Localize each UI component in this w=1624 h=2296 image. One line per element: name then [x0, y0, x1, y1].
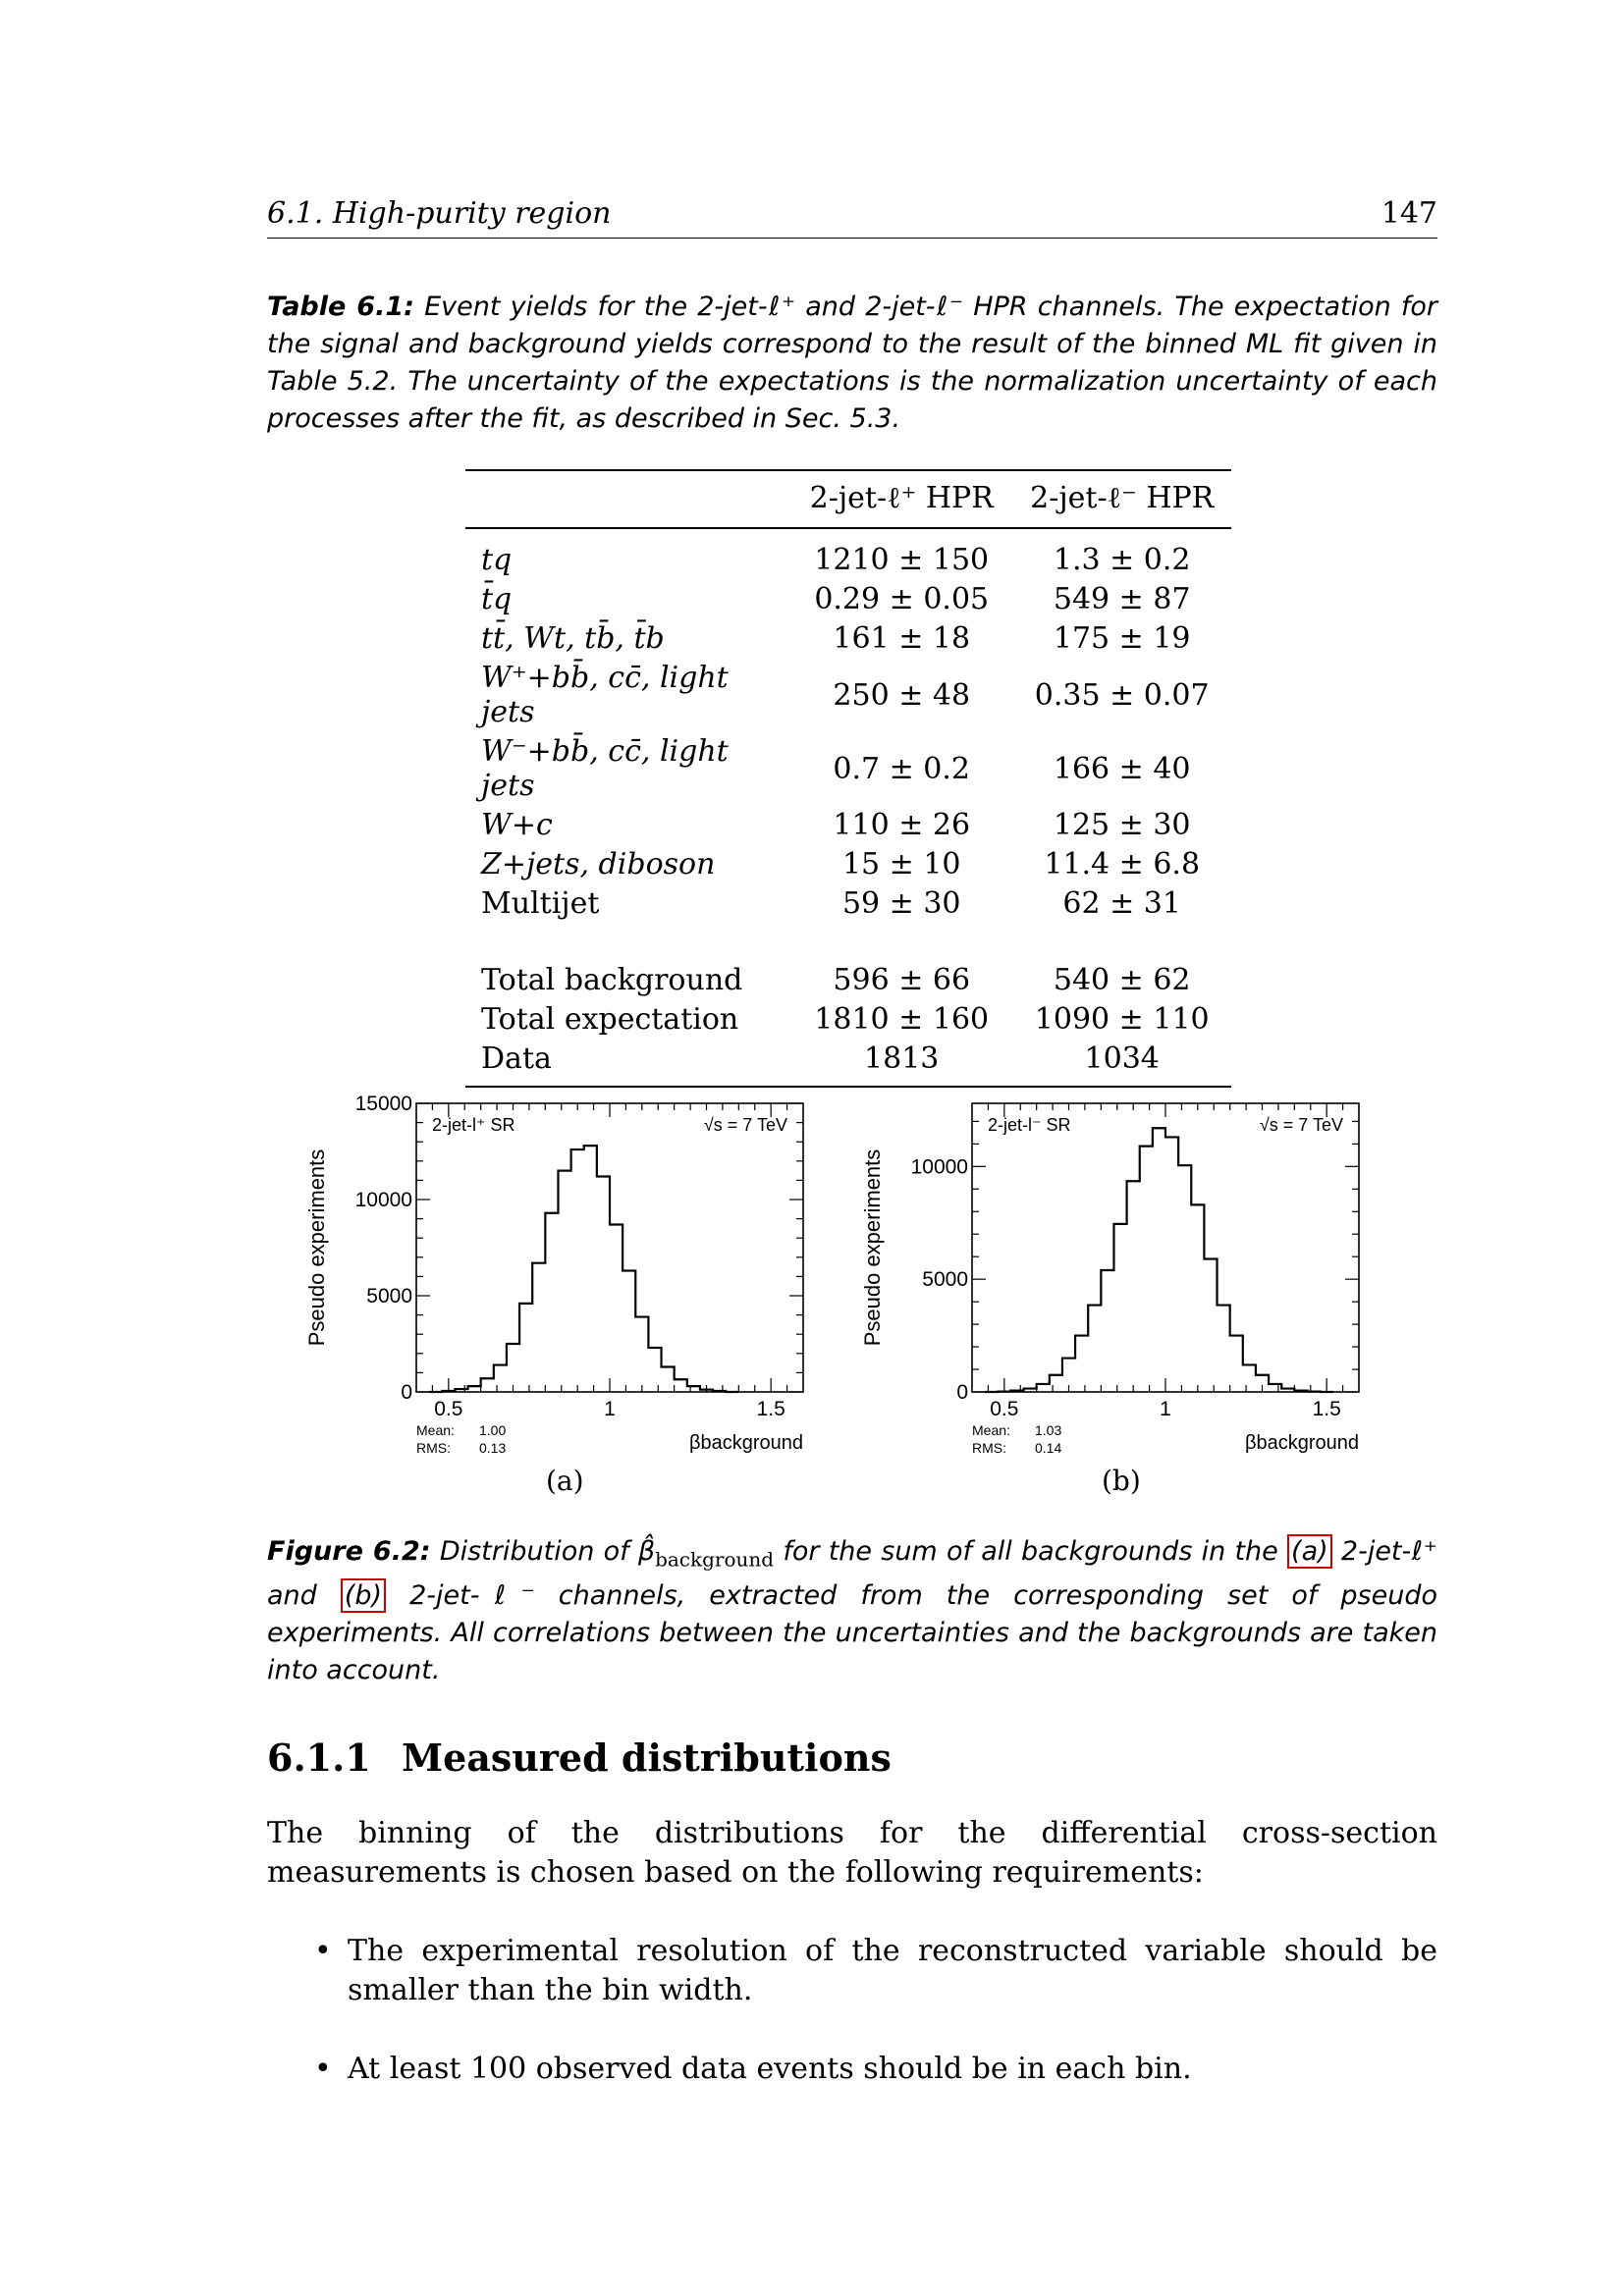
- table-row: [465, 732, 1231, 806]
- table-cell-lplus: 59 ± 30: [841, 886, 961, 921]
- y-tick-label: 15000: [354, 1093, 412, 1115]
- table-cell-lplus: 1813: [790, 1040, 1012, 1087]
- y-tick-label: 5000: [366, 1285, 412, 1308]
- table-cell-process: Data: [465, 1040, 790, 1087]
- bullet-dot-icon: •: [314, 2052, 332, 2086]
- table-cell-lminus: 11.4 ± 6.8: [1044, 847, 1201, 881]
- energy-label: √s = 7 TeV: [1259, 1115, 1343, 1135]
- running-header: [267, 192, 1437, 239]
- section-heading: [267, 1735, 892, 1780]
- channel-label: 2-jet-l⁻ SR: [988, 1115, 1071, 1135]
- table-row: [465, 580, 1231, 619]
- table-cell-process: W⁺+bb̄, cc̄, light jets: [481, 661, 729, 729]
- figure-caption-subscript: background: [655, 1547, 775, 1572]
- table-row: [465, 1040, 1231, 1087]
- x-tick-label: 1: [604, 1398, 616, 1420]
- y-axis-title: Pseudo experiments: [860, 1148, 885, 1347]
- table-header-process: [465, 470, 790, 528]
- figure-caption-label: Figure 6.2:: [267, 1536, 431, 1567]
- table-cell-lplus: 1810 ± 160: [814, 1002, 990, 1037]
- table-cell-lplus: 0.29 ± 0.05: [814, 582, 990, 616]
- table-cell-process: Z+jets, diboson: [481, 847, 716, 881]
- bullet-item-2: [314, 2050, 1437, 2089]
- figure-caption-text-4: 2-jet-ℓ⁻ channels, extracted from the corresponding set of pseudo experiments. All correlations between the uncertainties and the backgrounds are taken into account.: [267, 1580, 1437, 1686]
- channel-label: 2-jet-l⁺ SR: [432, 1115, 515, 1135]
- histogram-series: [429, 1146, 738, 1392]
- rms-label: RMS:: [416, 1440, 451, 1456]
- table-row: [465, 924, 1231, 1000]
- panel-label-b: (b): [1102, 1465, 1141, 1497]
- table-row: [465, 1000, 1231, 1040]
- table-header-lminus: 2-jet-ℓ⁻ HPR: [1012, 470, 1231, 528]
- table-cell-lminus: 62 ± 31: [1062, 886, 1181, 921]
- table-cell-lminus: 125 ± 30: [1053, 808, 1191, 842]
- figure-caption-text-1: Distribution of β̂: [439, 1536, 656, 1567]
- table-cell-process: W⁻+bb̄, cc̄, light jets: [481, 734, 729, 803]
- table-cell-process: t̄q: [481, 582, 513, 616]
- table-cell-lminus: 1090 ± 110: [1034, 1002, 1210, 1037]
- y-tick-label: 5000: [922, 1268, 968, 1292]
- x-tick-label: 1.5: [1312, 1398, 1341, 1420]
- x-tick-label: 1.5: [756, 1398, 785, 1420]
- bullet-item-1: [314, 1932, 1437, 2010]
- figure-caption-text-3: 2-jet-ℓ⁺ and: [267, 1536, 1437, 1612]
- histogram-a: [304, 1090, 815, 1463]
- table-cell-process: tq: [481, 543, 513, 577]
- table-cell-lplus: 161 ± 18: [833, 621, 971, 656]
- figure-ref-b-link[interactable]: (b): [341, 1578, 386, 1613]
- table-cell-lplus: 596 ± 66: [833, 963, 971, 997]
- table-cell-lminus: 540 ± 62: [1053, 963, 1191, 997]
- y-tick-label: 0: [956, 1381, 968, 1404]
- table-cell-lminus: 549 ± 87: [1053, 582, 1191, 616]
- figure-ref-a-link[interactable]: (a): [1287, 1534, 1332, 1569]
- table-cell-lplus: 0.7 ± 0.2: [833, 751, 971, 786]
- x-tick-label: 0.5: [434, 1398, 463, 1420]
- mean-value: 1.00: [479, 1422, 507, 1438]
- x-axis-title: βbackground: [1244, 1432, 1359, 1454]
- table-cell-lplus: 1210 ± 150: [814, 543, 990, 577]
- rms-value: 0.14: [1035, 1440, 1062, 1456]
- rms-label: RMS:: [972, 1440, 1006, 1456]
- table-cell-lplus: 15 ± 10: [841, 847, 961, 881]
- energy-label: √s = 7 TeV: [703, 1115, 787, 1135]
- table-caption-text: Event yields for the 2-jet-ℓ⁺ and 2-jet-ℓ⁻ HPR channels. The expectation for the signal and background yields correspond to the result of the binned ML fit given in Table 5.2. The uncertainty of the expectations is the normalization uncertainty of each processes after the fit, as described in Sec. 5.3.: [267, 292, 1437, 434]
- table-cell-lminus: 0.35 ± 0.07: [1034, 677, 1210, 713]
- yields-table: [465, 469, 1231, 1088]
- table-row: [465, 884, 1231, 924]
- bullet-text-1: The experimental resolution of the reconstructed variable should be smaller than the bin width.: [348, 1934, 1437, 2007]
- header-section-title: 6.1. High-purity region: [267, 196, 612, 231]
- bullet-dot-icon: •: [314, 1934, 332, 1968]
- table-row: [465, 806, 1231, 845]
- table-caption-label: Table 6.1:: [267, 292, 414, 322]
- table-caption: [267, 289, 1437, 438]
- figure-caption: [267, 1533, 1437, 1689]
- plot-frame: [416, 1103, 803, 1392]
- table-cell-process: Multijet: [481, 886, 600, 921]
- table-cell-process: Total expectation: [481, 1002, 739, 1037]
- table-header-lplus: 2-jet-ℓ⁺ HPR: [790, 470, 1012, 528]
- plot-frame: [972, 1103, 1359, 1392]
- section-title: Measured distributions: [402, 1735, 892, 1780]
- y-tick-label: 10000: [910, 1155, 968, 1179]
- table-cell-process: tt̄, Wt, tb̄, t̄b: [481, 621, 665, 656]
- table-body: [465, 528, 1231, 1087]
- page-number: 147: [1380, 196, 1437, 231]
- x-tick-label: 1: [1160, 1398, 1171, 1420]
- y-tick-label: 0: [401, 1381, 412, 1404]
- rms-value: 0.13: [479, 1440, 507, 1456]
- table-cell-lminus: 1034: [1012, 1040, 1231, 1087]
- mean-label: Mean:: [416, 1422, 455, 1438]
- table-cell-lplus: 250 ± 48: [833, 677, 971, 713]
- table-row: [465, 619, 1231, 659]
- table-row: [465, 528, 1231, 580]
- table-cell-lplus: 110 ± 26: [833, 808, 971, 842]
- section-number: 6.1.1: [267, 1735, 371, 1780]
- table-row: [465, 845, 1231, 884]
- figure-caption-text-2: for the sum of all backgrounds in the: [774, 1536, 1288, 1567]
- mean-value: 1.03: [1035, 1422, 1062, 1438]
- table-cell-lminus: 1.3 ± 0.2: [1053, 543, 1191, 577]
- x-axis-title: βbackground: [688, 1432, 803, 1454]
- y-axis-title: Pseudo experiments: [304, 1148, 329, 1347]
- histogram-series: [985, 1128, 1333, 1392]
- panel-label-a: (a): [546, 1465, 584, 1497]
- table-cell-process: Total background: [481, 963, 743, 997]
- bullet-text-2: At least 100 observed data events should be in each bin.: [348, 2052, 1192, 2086]
- table-cell-lminus: 166 ± 40: [1053, 751, 1191, 786]
- histogram-b: [860, 1090, 1371, 1463]
- table-cell-process: W+c: [481, 808, 553, 842]
- table-cell-lminus: 175 ± 19: [1053, 621, 1191, 656]
- y-tick-label: 10000: [354, 1189, 412, 1211]
- body-paragraph: The binning of the distributions for the differential cross-section measurements is chosen based on the following requirements:: [267, 1816, 1437, 1890]
- table-row: [465, 659, 1231, 732]
- x-tick-label: 0.5: [990, 1398, 1019, 1420]
- mean-label: Mean:: [972, 1422, 1010, 1438]
